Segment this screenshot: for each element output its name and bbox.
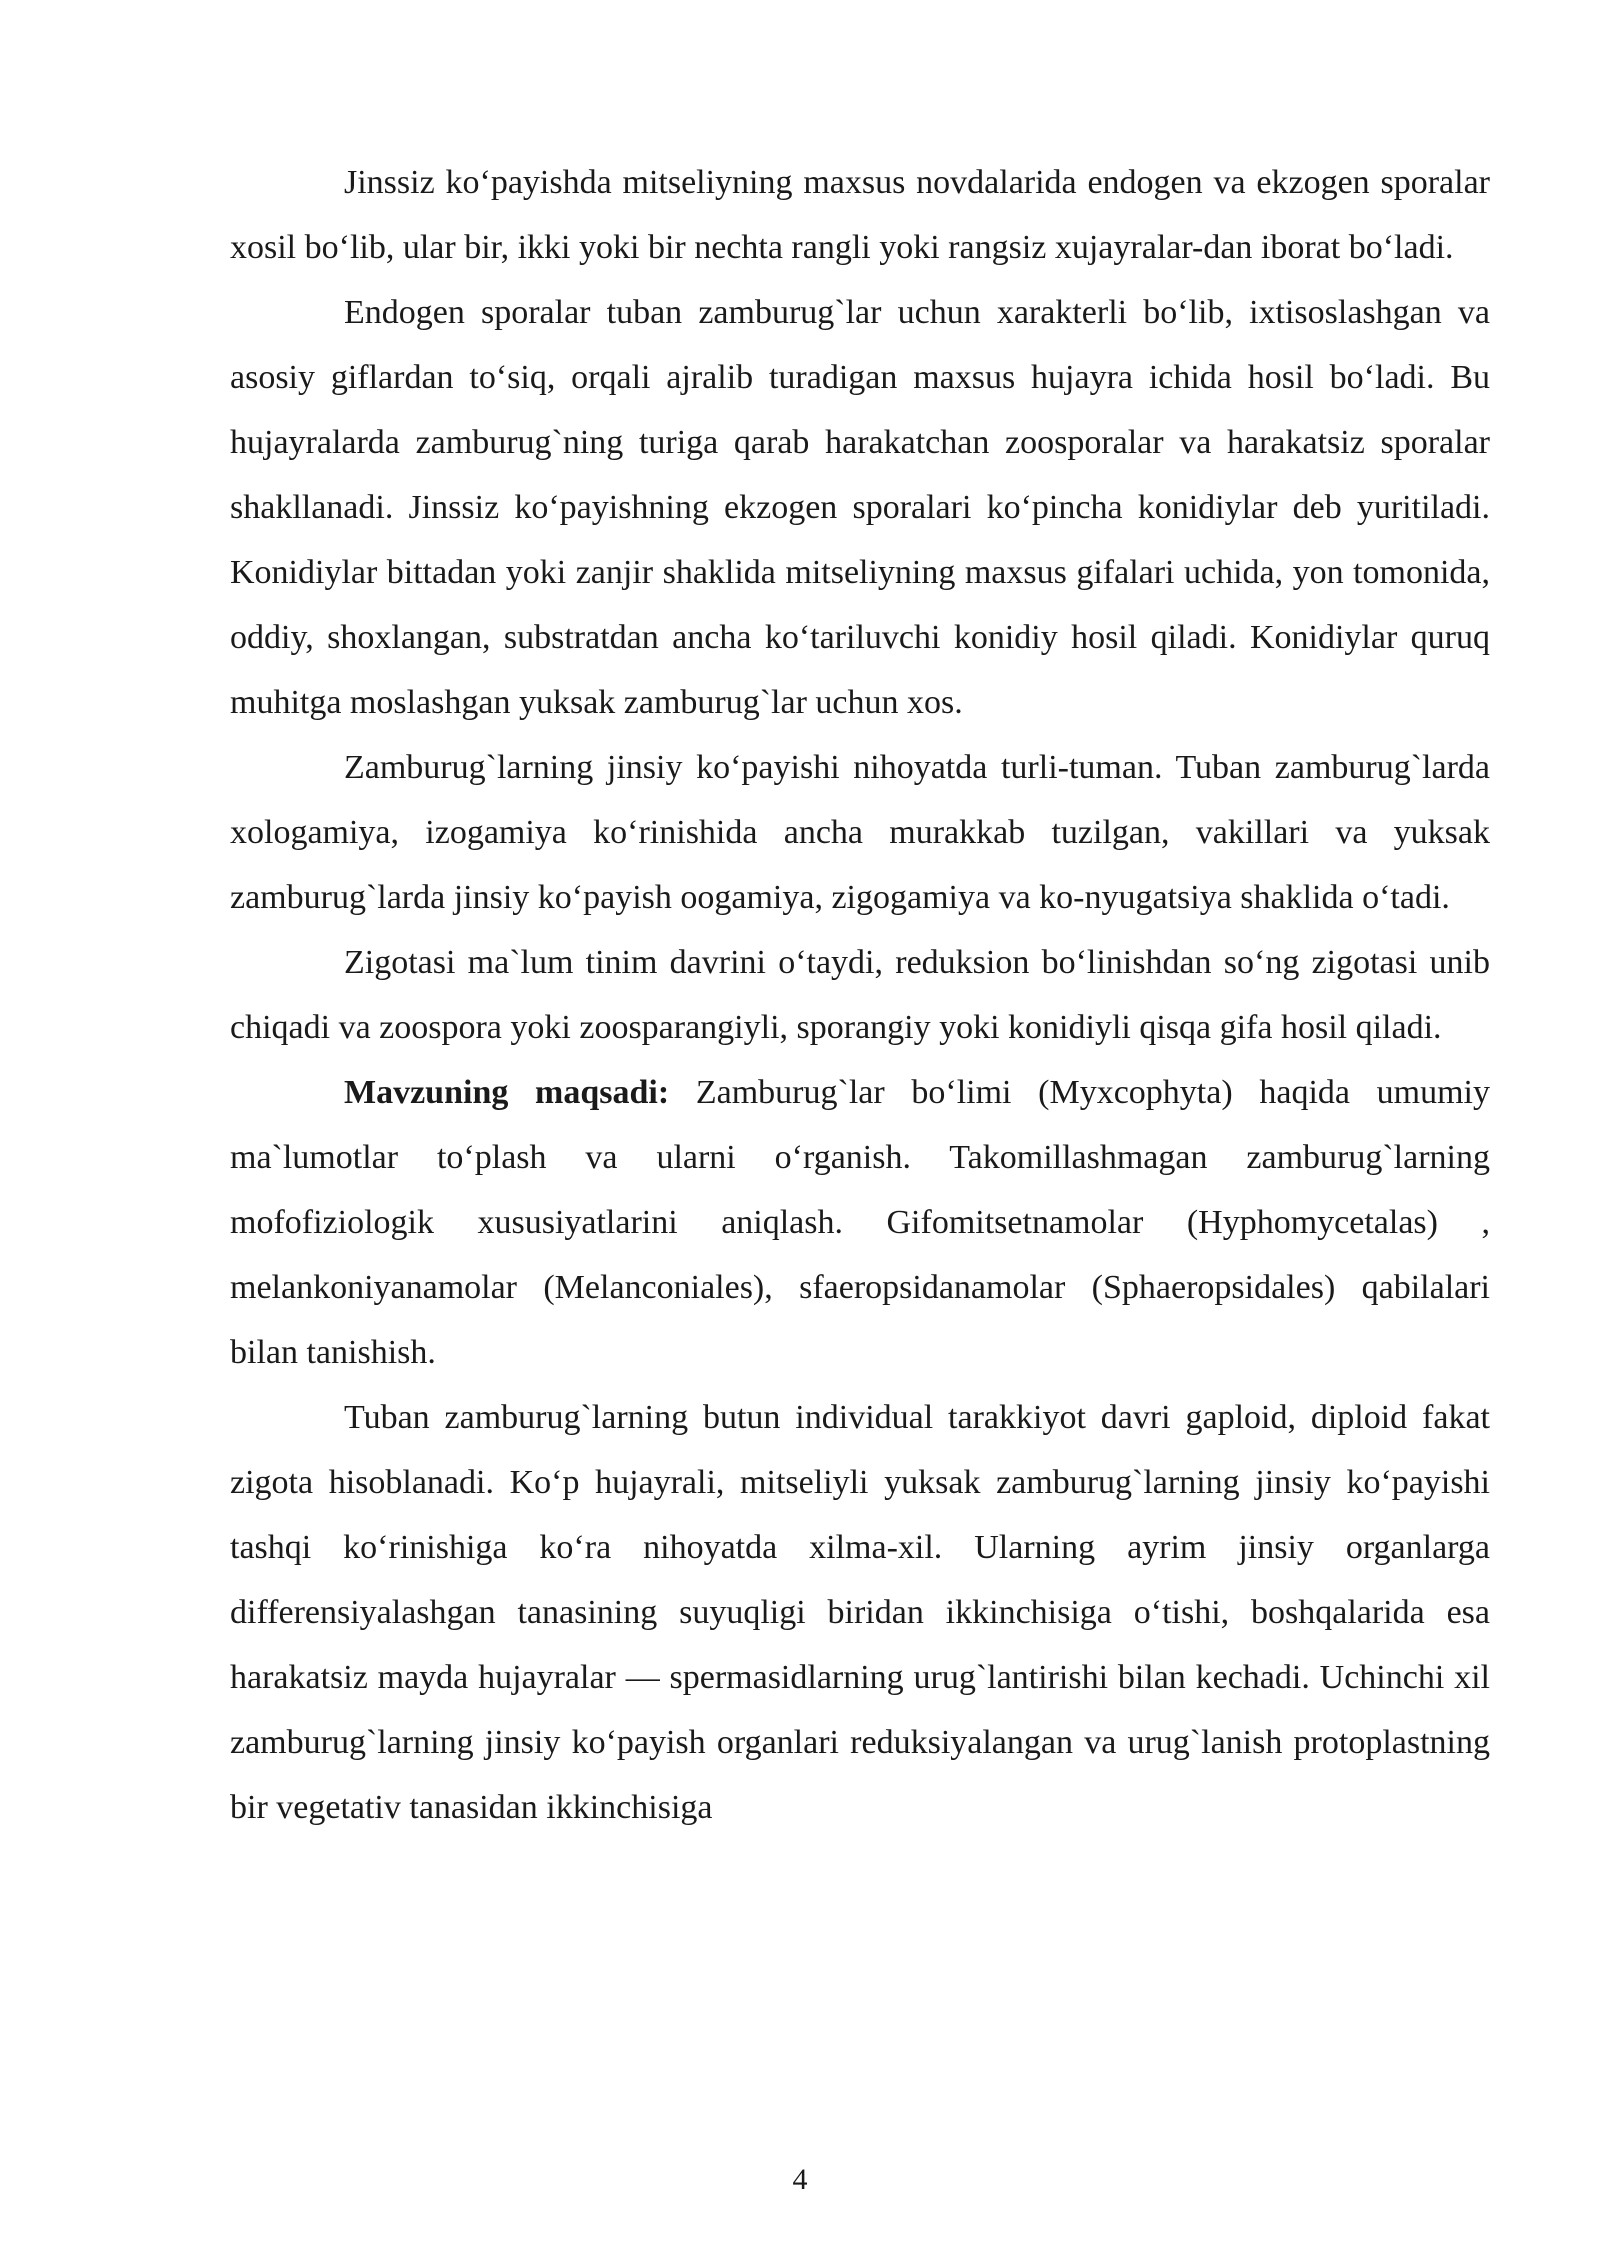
paragraph-maqsad-text: Zamburug`lar bo‘limi (Myxcophyta) haqida umumiy ma`lumotlar to‘plash va ularni o‘rganish. Takomillashmagan zamburug`larning mofofiziologik xususiyatlarini aniqlash. Gifomitsetnamolar (Hyphomycetalas) , melankoniyanamolar (Melanconiales), sfaeropsidanamolar (Sphaeropsidales) qabilalari bilan tanishish.	[230, 1074, 1490, 1371]
paragraph-maqsad-lead: Mavzuning maqsadi:	[344, 1074, 670, 1111]
paragraph-jinsiy-kopayish: Zamburug`larning jinsiy ko‘payishi nihoyatda turli-tuman. Tuban zamburug`larda xologamiya, izogamiya ko‘rinishida ancha murakkab tuzilgan, vakillari va yuksak zamburug`larda jinsiy ko‘payish oogamiya, zigogamiya va ko-nyugatsiya shaklida o‘tadi.	[230, 749, 1490, 916]
paragraph-endogen: Endogen sporalar tuban zamburug`lar uchun xarakterli bo‘lib, ixtisoslashgan va asosiy giflardan to‘siq, orqali ajralib turadigan maxsus hujayra ichida hosil bo‘ladi. Bu hujayralarda zamburug`ning turiga qarab harakatchan zoosporalar va harakatsiz sporalar shakllanadi. Jinssiz ko‘payishning ekzogen sporalari ko‘pincha konidiylar deb yuritiladi. Konidiylar bittadan yoki zanjir shaklida mitseliyning maxsus gifalari uchida, yon tomonida, oddiy, shoxlangan, substratdan ancha ko‘tariluvchi konidiy hosil qiladi. Konidiylar quruq muhitga moslashgan yuksak zamburug`lar uchun xos.	[230, 294, 1490, 721]
document-body	[230, 150, 1490, 1840]
paragraph-tuban: Tuban zamburug`larning butun individual tarakkiyot davri gaploid, diploid fakat zigota hisoblanadi. Ko‘p hujayrali, mitseliyli yuksak zamburug`larning jinsiy ko‘payishi tashqi ko‘rinishiga ko‘ra nihoyatda xilma-xil. Ularning ayrim jinsiy organlarga differensiyalashgan tanasining suyuqligi biridan ikkinchisiga o‘tishi, boshqalarida esa harakatsiz mayda hujayralar — spermasidlarning urug`lantirishi bilan kechadi. Uchinchi xil zamburug`larning jinsiy ko‘payish organlari reduksiyalangan va urug`lanish protoplastning bir vegetativ tanasidan ikkinchisiga	[230, 1399, 1490, 1826]
paragraph-zigotasi: Zigotasi ma`lum tinim davrini o‘taydi, reduksion bo‘linishdan so‘ng zigotasi unib chiqadi va zoospora yoki zoosparangiyli, sporangiy yoki konidiyli qisqa gifa hosil qiladi.	[230, 944, 1490, 1046]
paragraph-maqsad	[230, 1060, 1490, 1385]
page-number: 4	[792, 2163, 808, 2196]
paragraph-jinssiz: Jinssiz ko‘payishda mitseliyning maxsus novdalarida endogen va ekzogen sporalar xosil bo‘lib, ular bir, ikki yoki bir nechta rangli yoki rangsiz xujayralar-dan iborat bo‘ladi.	[230, 164, 1490, 266]
